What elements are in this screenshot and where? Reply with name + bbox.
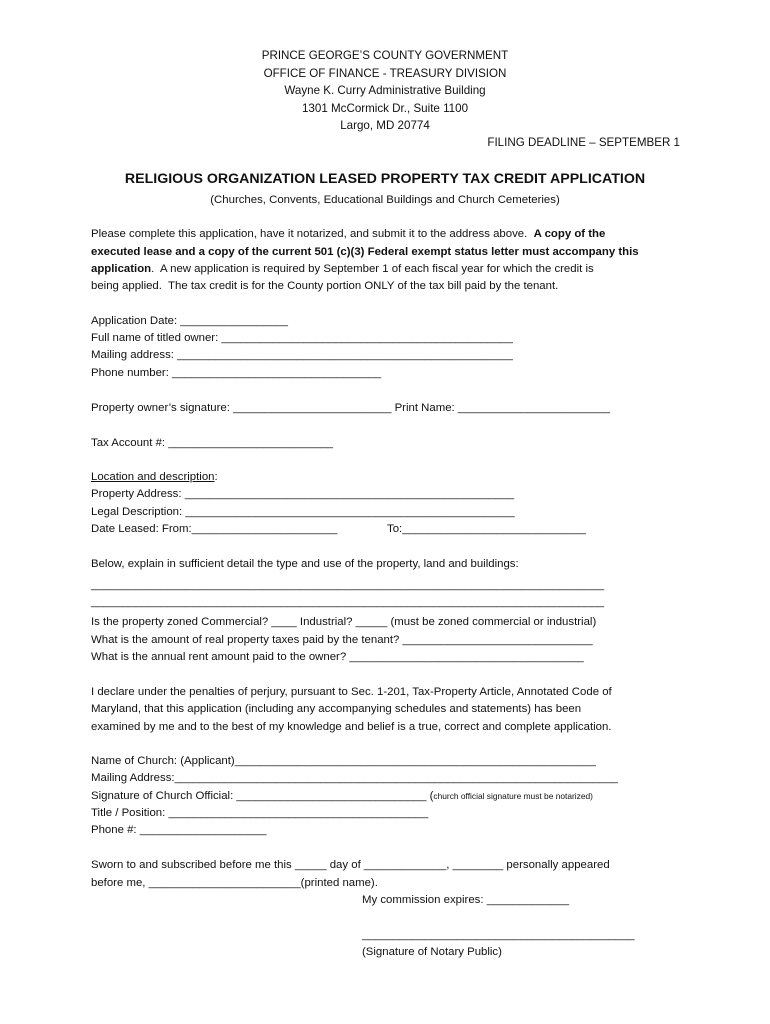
titled-owner-name-field[interactable]: Full name of titled owner: ______________________________________________: [91, 332, 513, 344]
filing-deadline: FILING DEADLINE – SEPTEMBER 1: [487, 136, 680, 149]
intro-text: Please complete this application, have it notarized, and submit it to the address above.: [91, 228, 534, 240]
owner-mailing-address-field[interactable]: Mailing address: _____________________________________________________: [91, 349, 513, 361]
owner-phone-field[interactable]: Phone number: _________________________________: [91, 367, 382, 379]
property-use-blank-2[interactable]: _________________________________________________________________________________: [91, 596, 605, 608]
location-heading-colon: :: [214, 471, 218, 483]
header-building: Wayne K. Curry Administrative Building: [284, 84, 486, 97]
form-subtitle: (Churches, Convents, Educational Buildings and Church Cemeteries): [210, 194, 560, 206]
notary-printed-name-line[interactable]: before me, ________________________(printed name).: [91, 877, 378, 889]
church-mailing-address-field[interactable]: Mailing Address:______________________________________________________________________: [91, 772, 619, 784]
church-official-signature-field[interactable]: [91, 788, 593, 805]
form-title: RELIGIOUS ORGANIZATION LEASED PROPERTY TAX CREDIT APPLICATION: [124, 171, 646, 187]
tax-account-field[interactable]: Tax Account #: __________________________: [91, 437, 333, 449]
declaration-line-2: Maryland, that this application (including any accompanying schedules and statements) has been: [91, 703, 582, 715]
zoning-question[interactable]: Is the property zoned Commercial? ____ Industrial? _____ (must be zoned commercial or industrial): [91, 616, 597, 628]
header-office: OFFICE OF FINANCE - TREASURY DIVISION: [263, 67, 507, 80]
annual-rent-question[interactable]: What is the annual rent amount paid to the owner? _____________________________________: [91, 651, 584, 663]
intro-line-3: [91, 261, 594, 278]
date-leased-from-field[interactable]: Date Leased: From:_______________________: [91, 523, 338, 535]
signature-line-text: Signature of Church Official: ______________________________ (: [91, 790, 434, 802]
notary-signature-label: (Signature of Notary Public): [362, 946, 502, 958]
intro-bold-text: application: [91, 263, 152, 275]
intro-line-1: [91, 226, 605, 243]
church-phone-field[interactable]: Phone #: ____________________: [91, 824, 267, 836]
property-taxes-question[interactable]: What is the amount of real property taxes paid by the tenant? ______________________________: [91, 634, 593, 646]
location-heading-text: Location and description: [91, 471, 215, 483]
intro-text: . A new application is required by September 1 of each fiscal year for which the credit is: [151, 263, 594, 275]
intro-line-2: executed lease and a copy of the current 501 (c)(3) Federal exempt status letter must accompany this: [91, 246, 639, 258]
property-address-field[interactable]: Property Address: ____________________________________________________: [91, 488, 515, 500]
property-use-prompt: Below, explain in sufficient detail the type and use of the property, land and buildings:: [91, 558, 519, 570]
church-name-field[interactable]: Name of Church: (Applicant)_________________________________________________________: [91, 755, 596, 767]
legal-description-field[interactable]: Legal Description: ____________________________________________________: [91, 506, 515, 518]
owner-signature-field[interactable]: Property owner’s signature: _________________________ Print Name: ________________________: [91, 402, 610, 414]
intro-line-4: being applied. The tax credit is for the County portion ONLY of the tax bill paid by the tenant.: [91, 280, 559, 292]
property-use-blank-1[interactable]: _________________________________________________________________________________: [91, 579, 605, 591]
header-city: Largo, MD 20774: [340, 119, 430, 132]
intro-bold-text: A copy of the: [533, 228, 606, 240]
notary-sworn-line[interactable]: Sworn to and subscribed before me this _____ day of _____________, ________ personally appeared: [91, 859, 610, 871]
application-date-field[interactable]: Application Date: _________________: [91, 315, 288, 327]
header-street: 1301 McCormick Dr., Suite 1100: [301, 102, 469, 115]
church-title-position-field[interactable]: Title / Position: _________________________________________: [91, 807, 429, 819]
notarization-note: church official signature must be notarized): [433, 791, 593, 801]
notary-signature-line[interactable]: ___________________________________________: [362, 929, 635, 941]
notary-commission-expires-field[interactable]: My commission expires: _____________: [362, 894, 570, 906]
date-leased-to-field[interactable]: To:_____________________________: [387, 523, 586, 535]
declaration-line-3: examined by me and to the best of my knowledge and belief is a true, correct and complete application.: [91, 721, 612, 733]
declaration-line-1: I declare under the penalties of perjury, pursuant to Sec. 1-201, Tax-Property Article, Annotated Code of: [91, 686, 612, 698]
header-org-name: PRINCE GEORGE’S COUNTY GOVERNMENT: [261, 49, 509, 62]
location-heading: [91, 469, 218, 486]
